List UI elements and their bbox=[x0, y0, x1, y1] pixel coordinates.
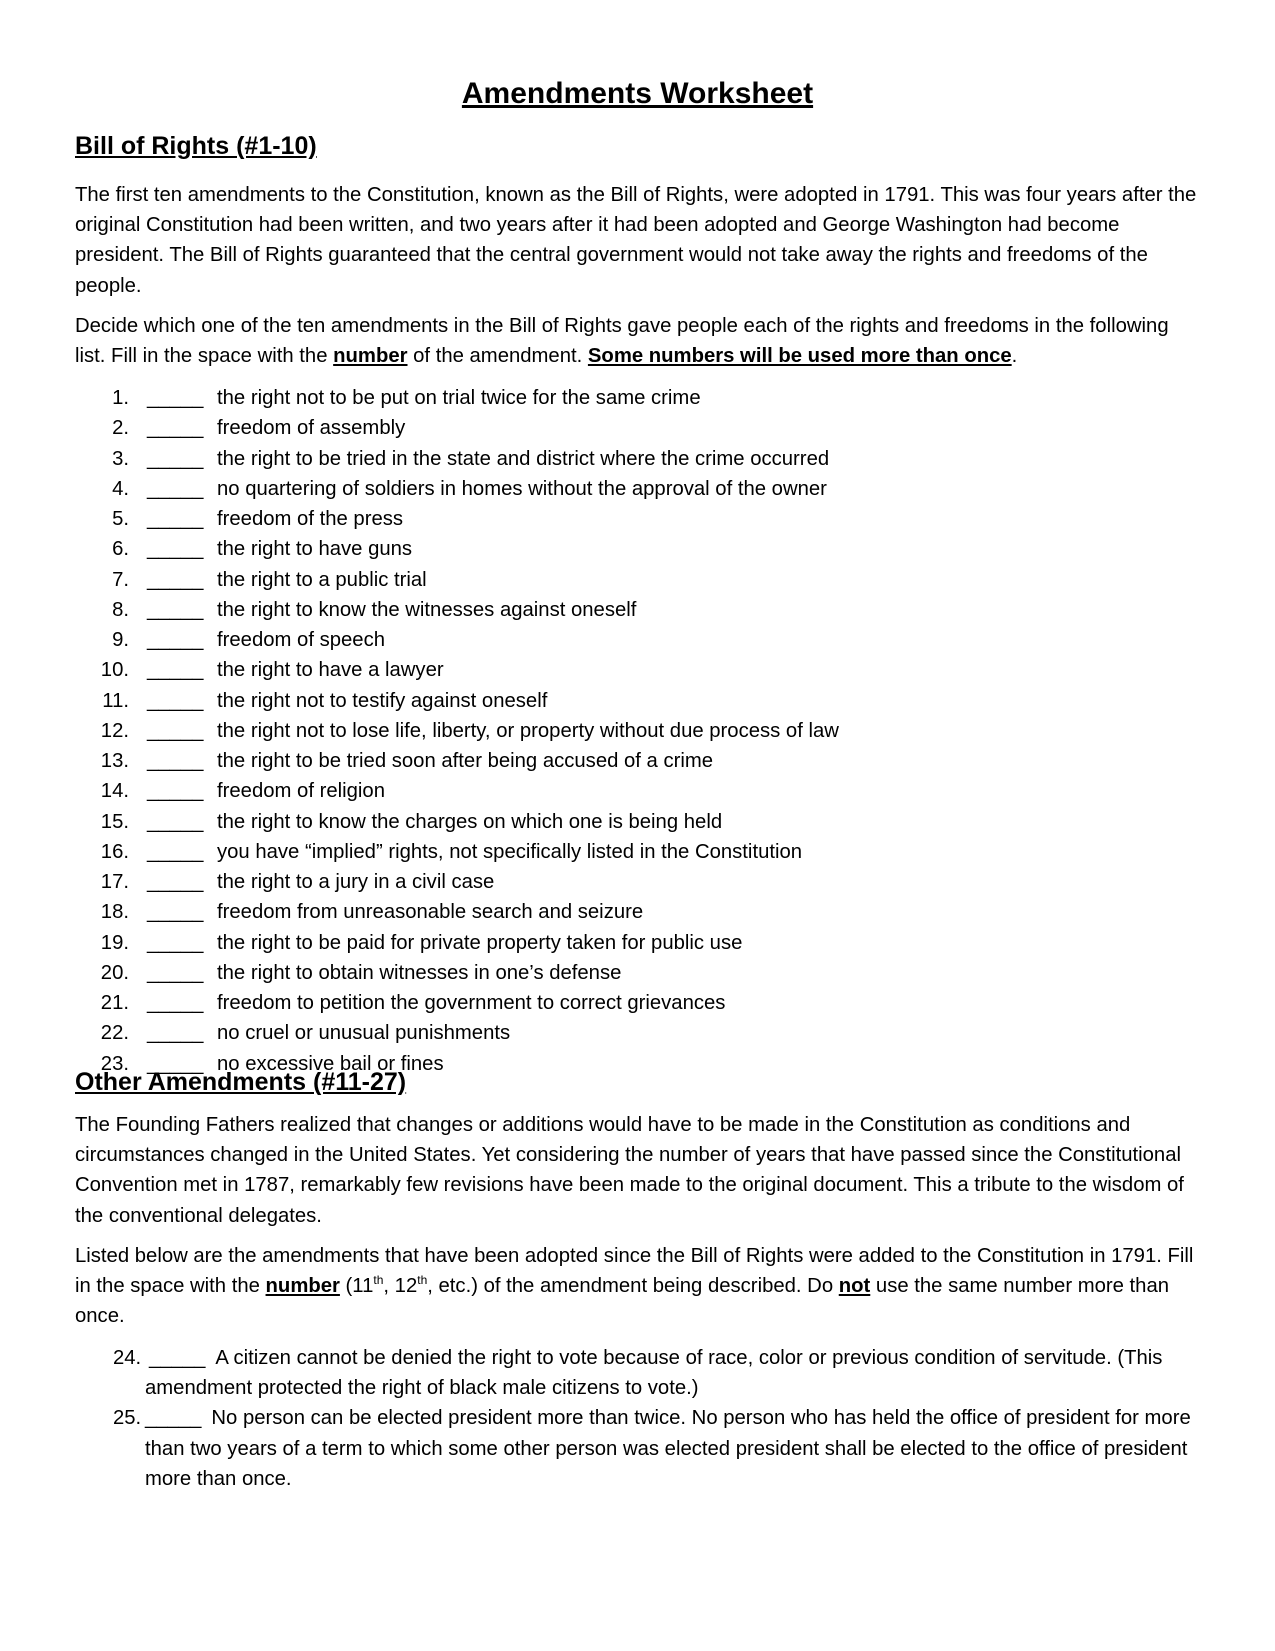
answer-blank[interactable]: _____ bbox=[147, 840, 204, 863]
list-item bbox=[75, 867, 1205, 897]
list-item bbox=[75, 534, 1205, 564]
item-text: freedom of religion bbox=[217, 780, 385, 803]
item-text: freedom from unreasonable search and seizure bbox=[217, 901, 644, 924]
item-number: 18. bbox=[100, 901, 129, 924]
answer-blank[interactable]: _____ bbox=[147, 417, 204, 440]
answer-blank[interactable]: _____ bbox=[147, 810, 204, 833]
answer-blank[interactable]: _____ bbox=[149, 1347, 206, 1369]
instr-superscript: th bbox=[373, 1273, 384, 1288]
item-text: freedom of speech bbox=[217, 629, 385, 651]
answer-blank[interactable]: _____ bbox=[147, 931, 204, 954]
item-number: 20. bbox=[100, 961, 129, 984]
answer-blank[interactable]: _____ bbox=[147, 568, 204, 591]
item-text: no quartering of soldiers in homes without the approval of the owner bbox=[217, 477, 827, 500]
instr-text: , 12 bbox=[383, 1275, 418, 1298]
instr-emphasis-not: not bbox=[838, 1275, 871, 1298]
answer-blank[interactable]: _____ bbox=[147, 629, 204, 651]
list-item bbox=[75, 807, 1205, 837]
answer-blank[interactable]: _____ bbox=[147, 447, 204, 470]
answer-blank[interactable]: _____ bbox=[147, 659, 204, 682]
item-text: the right not to be put on trial twice for the same crime bbox=[217, 387, 701, 409]
answer-blank[interactable]: _____ bbox=[147, 689, 204, 712]
answer-blank[interactable]: _____ bbox=[147, 719, 204, 742]
bill-of-rights-intro: The first ten amendments to the Constitution, known as the Bill of Rights, were adopted in 1791. This was four years after the original Constitution had been written, and two years after it had been adopted and George Washington had become president. The Bill of Rights guaranteed that the central government would not take away the rights and freedoms of the people. bbox=[75, 184, 1197, 297]
instr-text: , etc.) of the amendment being described. Do bbox=[427, 1275, 839, 1298]
item-text: the right to know the charges on which one is being held bbox=[217, 810, 723, 833]
list-item bbox=[75, 776, 1205, 806]
item-text: the right to obtain witnesses in one’s defense bbox=[217, 961, 622, 984]
instr-emphasis-number: number bbox=[333, 345, 408, 368]
list-item bbox=[75, 988, 1205, 1018]
item-number: 13. bbox=[100, 750, 129, 772]
item-text: the right to know the witnesses against oneself bbox=[217, 598, 637, 621]
other-amendments-instructions bbox=[75, 1241, 1200, 1332]
item-number: 2. bbox=[112, 417, 129, 440]
instr-text: Listed below are the amendments that have been adopted since the Bill of Rights were added to the Constitution in 1791. Fill in the space with the bbox=[75, 1245, 1194, 1298]
item-number: 9. bbox=[112, 629, 129, 651]
instr-emphasis-repeat: Some numbers will be used more than once bbox=[587, 345, 1012, 368]
list-item bbox=[75, 504, 1205, 534]
item-number: 11. bbox=[102, 689, 129, 712]
item-number: 7. bbox=[112, 568, 129, 591]
page-title: Amendments Worksheet bbox=[461, 77, 814, 110]
item-number: 4. bbox=[112, 477, 129, 500]
answer-blank[interactable]: _____ bbox=[145, 1407, 202, 1430]
item-text: the right to have a lawyer bbox=[217, 659, 444, 682]
bill-of-rights-instructions bbox=[75, 311, 1200, 371]
other-amendments-intro: The Founding Fathers realized that changes or additions would have to be made in the Constitution as conditions and circumstances changed in the United States. Yet considering the number of years that have passed since the Constitutional Convention met in 1787, remarkably few revisions have been made to the original document. This a tribute to the wisdom of the conventional delegates. bbox=[75, 1114, 1184, 1227]
list-item bbox=[75, 444, 1205, 474]
answer-blank[interactable]: _____ bbox=[147, 508, 204, 530]
item-text: freedom of the press bbox=[217, 508, 404, 530]
answer-blank[interactable]: _____ bbox=[147, 992, 204, 1014]
list-item bbox=[75, 746, 1205, 776]
item-text: no cruel or unusual punishments bbox=[217, 1022, 511, 1045]
section-heading-bill-of-rights: Bill of Rights (#1-10) bbox=[75, 132, 317, 160]
answer-blank[interactable]: _____ bbox=[147, 750, 204, 772]
bill-of-rights-list bbox=[75, 383, 1205, 1079]
item-number: 23. bbox=[100, 1052, 129, 1075]
list-item bbox=[75, 716, 1205, 746]
item-number: 15. bbox=[100, 810, 129, 833]
list-item bbox=[75, 958, 1205, 988]
item-text: No person can be elected president more than twice. No person who has held the office of president for more than two years of a term to which some other person was elected president shall be elected to the office of president more than once. bbox=[145, 1407, 1191, 1490]
list-item bbox=[75, 595, 1205, 625]
item-text: no excessive bail or fines bbox=[217, 1052, 444, 1075]
item-text: the right to have guns bbox=[217, 538, 413, 561]
item-text: the right not to testify against oneself bbox=[217, 689, 548, 712]
answer-blank[interactable]: _____ bbox=[147, 961, 204, 984]
item-number: 5. bbox=[112, 508, 129, 530]
answer-blank[interactable]: _____ bbox=[147, 1052, 204, 1075]
item-number: 19. bbox=[100, 931, 129, 954]
item-body bbox=[145, 1343, 1205, 1403]
item-number: 16. bbox=[100, 840, 129, 863]
item-text: A citizen cannot be denied the right to vote because of race, color or previous condition of servitude. (This amendment protected the right of black male citizens to vote.) bbox=[145, 1347, 1163, 1400]
list-item bbox=[75, 413, 1205, 443]
list-item bbox=[75, 655, 1205, 685]
list-item bbox=[75, 686, 1205, 716]
answer-blank[interactable]: _____ bbox=[147, 901, 204, 924]
section-heading-other-amendments: Other Amendments (#11-27) bbox=[75, 1068, 407, 1096]
answer-blank[interactable]: _____ bbox=[147, 1022, 204, 1045]
answer-blank[interactable]: _____ bbox=[147, 538, 204, 561]
item-number: 17. bbox=[100, 871, 129, 893]
item-number: 8. bbox=[112, 598, 129, 621]
item-text: freedom to petition the government to correct grievances bbox=[217, 992, 726, 1014]
list-item bbox=[75, 1403, 1205, 1494]
list-item bbox=[75, 1343, 1205, 1403]
answer-blank[interactable]: _____ bbox=[147, 871, 204, 893]
item-text: the right not to lose life, liberty, or property without due process of law bbox=[217, 719, 839, 742]
item-text: the right to be paid for private property taken for public use bbox=[217, 931, 743, 954]
instr-text: of the amendment. bbox=[407, 345, 588, 368]
list-item bbox=[75, 474, 1205, 504]
answer-blank[interactable]: _____ bbox=[147, 477, 204, 500]
item-number: 6. bbox=[112, 538, 129, 561]
item-number: 12. bbox=[100, 719, 129, 742]
item-number: 21. bbox=[100, 992, 129, 1014]
answer-blank[interactable]: _____ bbox=[147, 387, 204, 409]
instr-superscript: th bbox=[417, 1273, 428, 1288]
item-text: the right to be tried in the state and district where the crime occurred bbox=[217, 447, 830, 470]
item-body bbox=[145, 1403, 1205, 1494]
list-item bbox=[75, 565, 1205, 595]
item-number: 3. bbox=[112, 447, 129, 470]
instr-text: (11 bbox=[339, 1275, 374, 1298]
item-text: the right to a jury in a civil case bbox=[217, 871, 495, 893]
answer-blank[interactable]: _____ bbox=[147, 598, 204, 621]
item-number: 14. bbox=[100, 780, 129, 803]
item-number: 22. bbox=[100, 1022, 129, 1045]
list-item bbox=[75, 837, 1205, 867]
instr-text: Decide which one of the ten amendments in the Bill of Rights gave people each of the rights and freedoms in the following list. Fill in the space with the bbox=[75, 315, 1169, 368]
instr-text: . bbox=[1011, 345, 1018, 368]
list-item bbox=[75, 625, 1205, 655]
item-number: 25. bbox=[113, 1407, 142, 1430]
other-amendments-list bbox=[75, 1343, 1205, 1494]
item-text: the right to a public trial bbox=[217, 568, 427, 591]
list-item bbox=[75, 928, 1205, 958]
instr-emphasis-number: number bbox=[265, 1275, 340, 1298]
list-item bbox=[75, 1018, 1205, 1048]
item-number: 24. bbox=[113, 1347, 142, 1369]
item-text: the right to be tried soon after being accused of a crime bbox=[217, 750, 714, 772]
item-text: you have “implied” rights, not specifically listed in the Constitution bbox=[217, 840, 803, 863]
item-text: freedom of assembly bbox=[217, 417, 406, 440]
answer-blank[interactable]: _____ bbox=[147, 780, 204, 803]
list-item bbox=[75, 383, 1205, 413]
instr-text: use the same number more than once. bbox=[75, 1275, 1170, 1328]
item-number: 1. bbox=[112, 387, 129, 409]
item-number: 10. bbox=[100, 659, 129, 682]
list-item bbox=[75, 897, 1205, 927]
